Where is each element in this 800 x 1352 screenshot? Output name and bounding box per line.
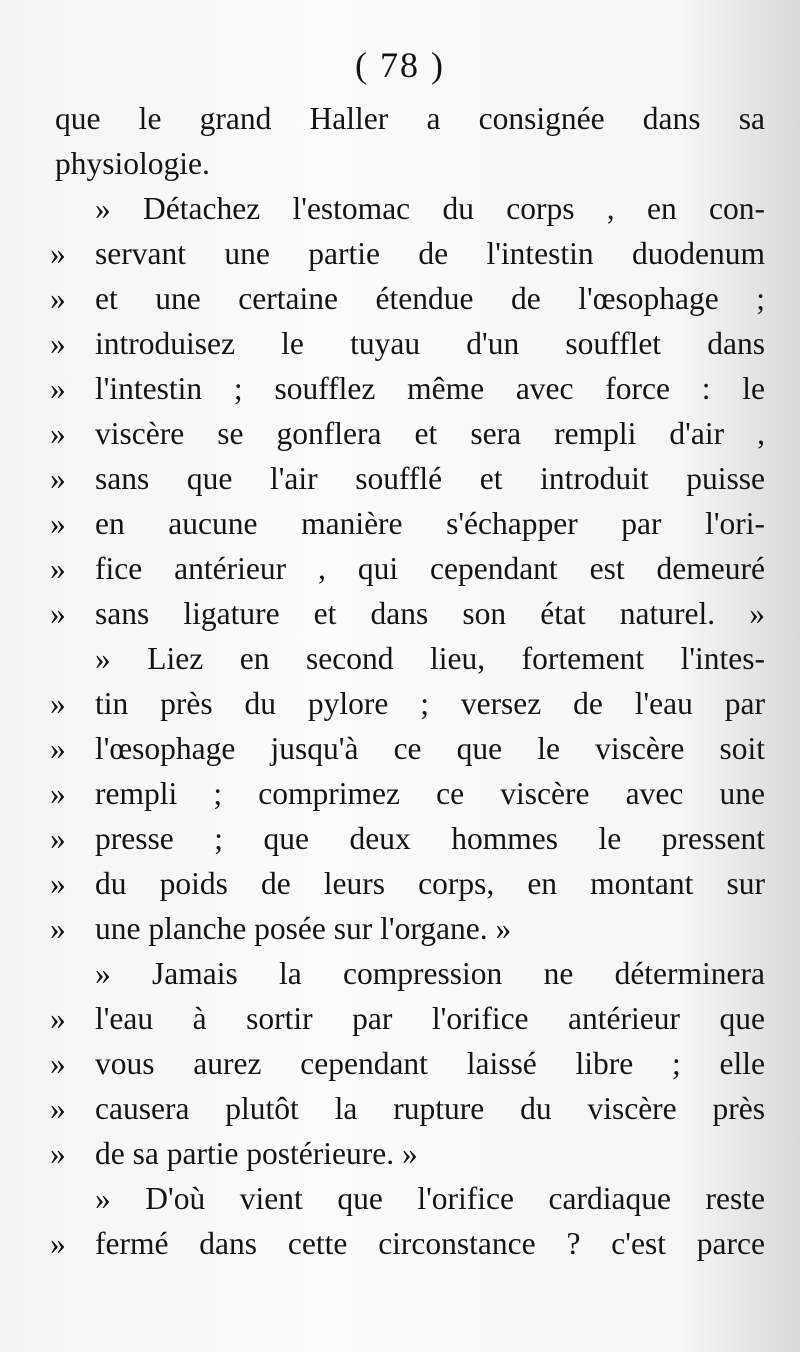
text-line [0,636,800,681]
text-line [0,141,800,186]
line-text: vous aurez cependant laissé libre ; elle [95,1046,765,1081]
text-line [0,96,800,141]
text-line [0,321,800,366]
line-text: rempli ; comprimez ce viscère avec une [95,776,765,811]
margin-quote-mark: » [50,1001,66,1036]
text-line [0,1131,800,1176]
text-line [0,546,800,591]
text-line [0,861,800,906]
line-text: » Détachez l'estomac du corps , en con- [95,191,765,226]
margin-quote-mark: » [50,236,66,271]
line-text: tin près du pylore ; versez de l'eau par [95,686,765,721]
text-line [0,726,800,771]
line-text: fermé dans cette circonstance ? c'est parce [95,1226,765,1261]
line-text: une planche posée sur l'organe. » [95,911,512,946]
margin-quote-mark: » [50,1046,66,1081]
line-text: de sa partie postérieure. » [95,1136,418,1171]
line-text: l'œsophage jusqu'à ce que le viscère soit [95,731,765,766]
line-text: et une certaine étendue de l'œsophage ; [95,281,765,316]
text-line [0,366,800,411]
line-text: » Jamais la compression ne déterminera [95,956,765,991]
text-line [0,1041,800,1086]
text-line [0,681,800,726]
line-text: que le grand Haller a consignée dans sa [55,101,765,136]
text-line [0,411,800,456]
margin-quote-mark: » [50,866,66,901]
line-text: causera plutôt la rupture du viscère près [95,1091,765,1126]
margin-quote-mark: » [50,416,66,451]
margin-quote-mark: » [50,1136,66,1171]
text-line [0,1086,800,1131]
line-text: » Liez en second lieu, fortement l'intes- [95,641,765,676]
line-text: » D'où vient que l'orifice cardiaque reste [95,1181,765,1216]
margin-quote-mark: » [50,506,66,541]
line-text: viscère se gonflera et sera rempli d'air , [95,416,765,451]
text-line [0,186,800,231]
text-line [0,951,800,996]
margin-quote-mark: » [50,461,66,496]
line-text: fice antérieur , qui cependant est demeuré [95,551,765,586]
line-text: sans ligature et dans son état naturel. » [95,596,765,631]
text-line [0,1176,800,1221]
margin-quote-mark: » [50,326,66,361]
text-line [0,501,800,546]
line-text: du poids de leurs corps, en montant sur [95,866,765,901]
line-text: en aucune manière s'échapper par l'ori- [95,506,765,541]
body-text [0,96,800,1266]
margin-quote-mark: » [50,731,66,766]
line-text: physiologie. [55,146,210,181]
margin-quote-mark: » [50,551,66,586]
text-line [0,1221,800,1266]
margin-quote-mark: » [50,281,66,316]
line-text: l'eau à sortir par l'orifice antérieur que [95,1001,765,1036]
margin-quote-mark: » [50,1226,66,1261]
margin-quote-mark: » [50,911,66,946]
line-text: sans que l'air soufflé et introduit puisse [95,461,765,496]
line-text: introduisez le tuyau d'un soufflet dans [95,326,765,361]
margin-quote-mark: » [50,686,66,721]
margin-quote-mark: » [50,776,66,811]
text-line [0,591,800,636]
text-line [0,816,800,861]
text-line [0,231,800,276]
text-line [0,771,800,816]
text-line [0,276,800,321]
margin-quote-mark: » [50,371,66,406]
margin-quote-mark: » [50,821,66,856]
margin-quote-mark: » [50,1091,66,1126]
line-text: l'intestin ; soufflez même avec force : le [95,371,765,406]
text-line [0,456,800,501]
line-text: presse ; que deux hommes le pressent [95,821,765,856]
text-line [0,906,800,951]
text-line [0,996,800,1041]
margin-quote-mark: » [50,596,66,631]
page-number: ( 78 ) [355,45,445,85]
line-text: servant une partie de l'intestin duodenum [95,236,765,271]
